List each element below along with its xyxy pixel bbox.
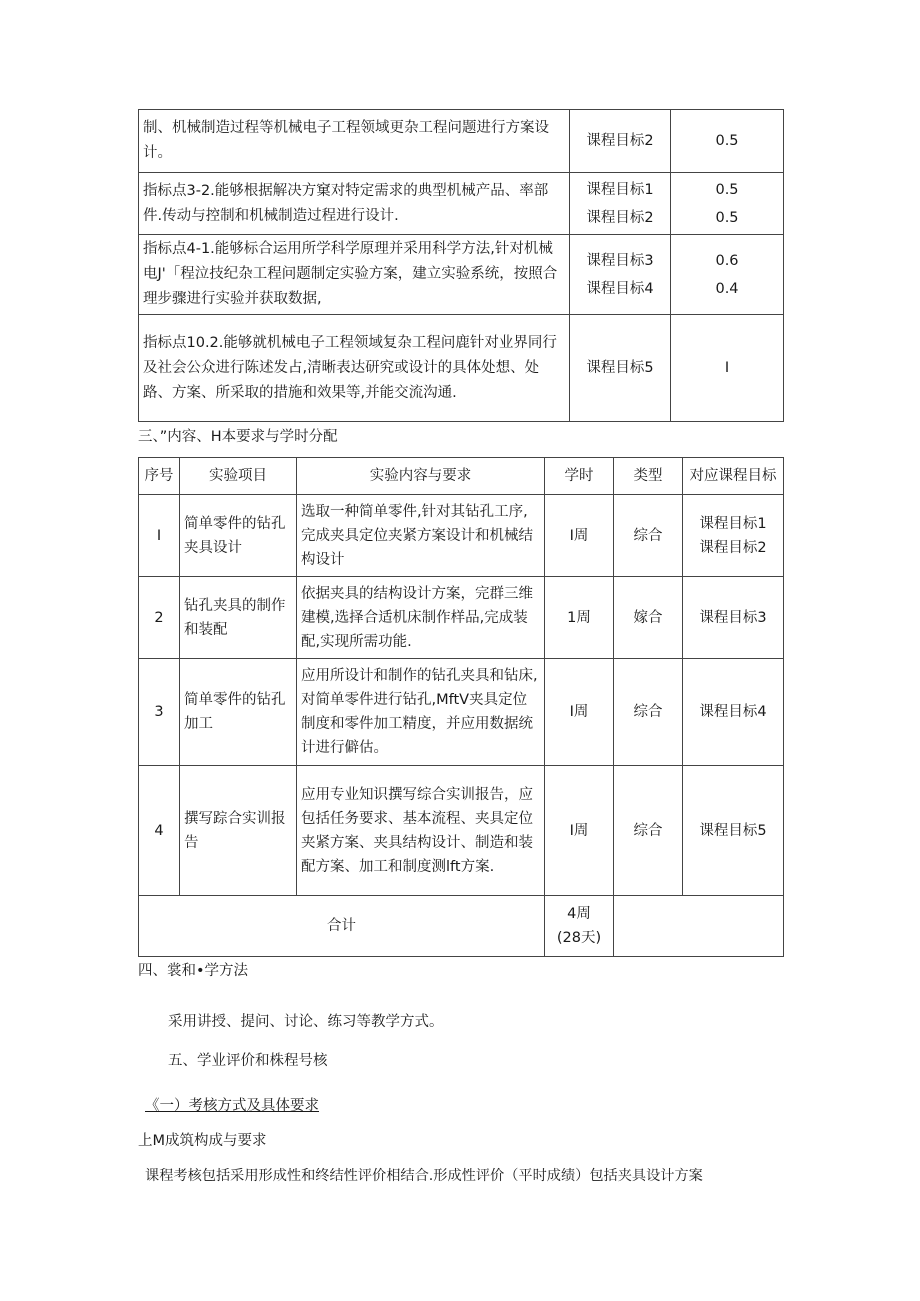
table-row bbox=[139, 659, 784, 766]
project-name: 简单零件的钻孔加工 bbox=[180, 659, 297, 766]
total-days: (28天) bbox=[556, 930, 602, 946]
table-row bbox=[139, 235, 784, 315]
type: 综合 bbox=[614, 766, 683, 896]
course-goal: 课程目标3 bbox=[683, 577, 784, 659]
content-requirement: 选取一种简单零件,针对其钻孔工序,完成夹具定位夹紧方案设计和机械结构设计 bbox=[297, 495, 545, 577]
course-goal: 课程目标5 bbox=[570, 315, 671, 422]
hours: I周 bbox=[545, 766, 614, 896]
total-hours-cell bbox=[545, 896, 614, 957]
course-goal: 课程目标2 bbox=[586, 209, 654, 226]
content-requirement: 依据夹具的结构设计方案，完群三维建模,选择合适机床制作样品,完成装配,实现所需功能. bbox=[297, 577, 545, 659]
table-row bbox=[139, 315, 784, 422]
course-goal: 课程目标2 bbox=[699, 539, 767, 556]
column-header: 序号 bbox=[139, 458, 180, 495]
table-row bbox=[139, 110, 784, 173]
section-5-title: 五、学业评价和株程号核 bbox=[168, 1053, 328, 1069]
weight: 0.5 bbox=[715, 181, 739, 198]
course-goal: 课程目标3 bbox=[586, 252, 654, 269]
section-4-text: 采用讲授、提问、讨论、练习等教学方式。 bbox=[168, 1014, 444, 1030]
hours: 1周 bbox=[545, 577, 614, 659]
type: 综合 bbox=[614, 659, 683, 766]
course-goal: 课程目标2 bbox=[570, 110, 671, 173]
weight: 0.4 bbox=[715, 280, 739, 297]
total-row bbox=[139, 896, 784, 957]
table-row bbox=[139, 577, 784, 659]
weight: 0.5 bbox=[671, 110, 784, 173]
weight-cell bbox=[671, 173, 784, 235]
column-header: 实验内容与要求 bbox=[297, 458, 545, 495]
type: 嫁合 bbox=[614, 577, 683, 659]
column-header: 类型 bbox=[614, 458, 683, 495]
row-number: 2 bbox=[139, 577, 180, 659]
table-row bbox=[139, 173, 784, 235]
weight: 0.6 bbox=[715, 252, 739, 269]
course-goal-cell bbox=[570, 235, 671, 315]
course-goal: 课程目标1 bbox=[699, 515, 767, 532]
total-label: 合计 bbox=[139, 896, 545, 957]
subsection-1-title: 《一）考核方式及具体要求 bbox=[145, 1098, 319, 1114]
section-3-title: 三、”内容、H本要求与学时分配 bbox=[138, 429, 338, 445]
section-4-title: 四、裳和•学方法 bbox=[138, 963, 249, 979]
table-row bbox=[139, 495, 784, 577]
column-header: 实验项目 bbox=[180, 458, 297, 495]
content-table bbox=[138, 457, 784, 957]
indicator-text: 指标点10.2.能够就机械电子工程领域复杂工程问鹿针对业界同行及社会公众进行陈述发占,清晰表达研究或设计的具体处想、处路、方案、所采取的措施和效果等,并能交流沟通. bbox=[139, 315, 570, 422]
column-header: 学时 bbox=[545, 458, 614, 495]
course-goal: 课程目标4 bbox=[683, 659, 784, 766]
course-goal-cell bbox=[570, 173, 671, 235]
weight-cell bbox=[671, 235, 784, 315]
hours: I周 bbox=[545, 495, 614, 577]
total-hours: 4周 bbox=[567, 906, 591, 922]
weight: 0.5 bbox=[715, 209, 739, 226]
project-name: 撰写踪合实训报告 bbox=[180, 766, 297, 896]
row-number: I bbox=[139, 495, 180, 577]
column-header: 对应课程目标 bbox=[683, 458, 784, 495]
type: 综合 bbox=[614, 495, 683, 577]
row-number: 3 bbox=[139, 659, 180, 766]
course-goal-cell bbox=[683, 495, 784, 577]
project-name: 钻孔夹具的制作和装配 bbox=[180, 577, 297, 659]
indicator-text: 指标点3-2.能够根据解决方窠对特定需求的典型机械产品、率部件.传动与控制和机械制造过程进行设计. bbox=[139, 173, 570, 235]
row-number: 4 bbox=[139, 766, 180, 896]
empty-cell bbox=[614, 896, 784, 957]
course-goal: 课程目标4 bbox=[586, 280, 654, 297]
subsection-1-1-title: 上M成筑构成与要求 bbox=[138, 1133, 267, 1149]
content-requirement: 应用专业知识撰写综合实训报告，应包括任务要求、基本流程、夹具定位夹紧方案、夹具结构设计、制造和装配方案、加工和制度测lft方案. bbox=[297, 766, 545, 896]
weight: I bbox=[671, 315, 784, 422]
indicator-text: 制、机械制造过程等机械电子工程领域更杂工程问题进行方案设计。 bbox=[139, 110, 570, 173]
project-name: 简单零件的钻孔夹具设计 bbox=[180, 495, 297, 577]
table-row bbox=[139, 766, 784, 896]
indicator-table bbox=[138, 109, 784, 422]
indicator-text: 指标点4-1.能够标合运用所学科学原理并采用科学方法,针对机械电J'「程泣技纪杂工程问题制定实验方案，建立实验系统，按照合理步骤进行实验并获取数据, bbox=[139, 235, 570, 315]
course-goal: 课程目标1 bbox=[586, 181, 654, 198]
assessment-text: 课程考核包括采用形成性和终结性评价相结合.形成性评价（平时成绩）包括夹具设计方案 bbox=[145, 1168, 703, 1184]
table-header-row bbox=[139, 458, 784, 495]
course-goal: 课程目标5 bbox=[683, 766, 784, 896]
content-requirement: 应用所设计和制作的钻孔夹具和钻床,对简单零件进行钻孔,MftV夹具定位制度和零件加工精度，并应用数据统计进行僻估。 bbox=[297, 659, 545, 766]
hours: I周 bbox=[545, 659, 614, 766]
